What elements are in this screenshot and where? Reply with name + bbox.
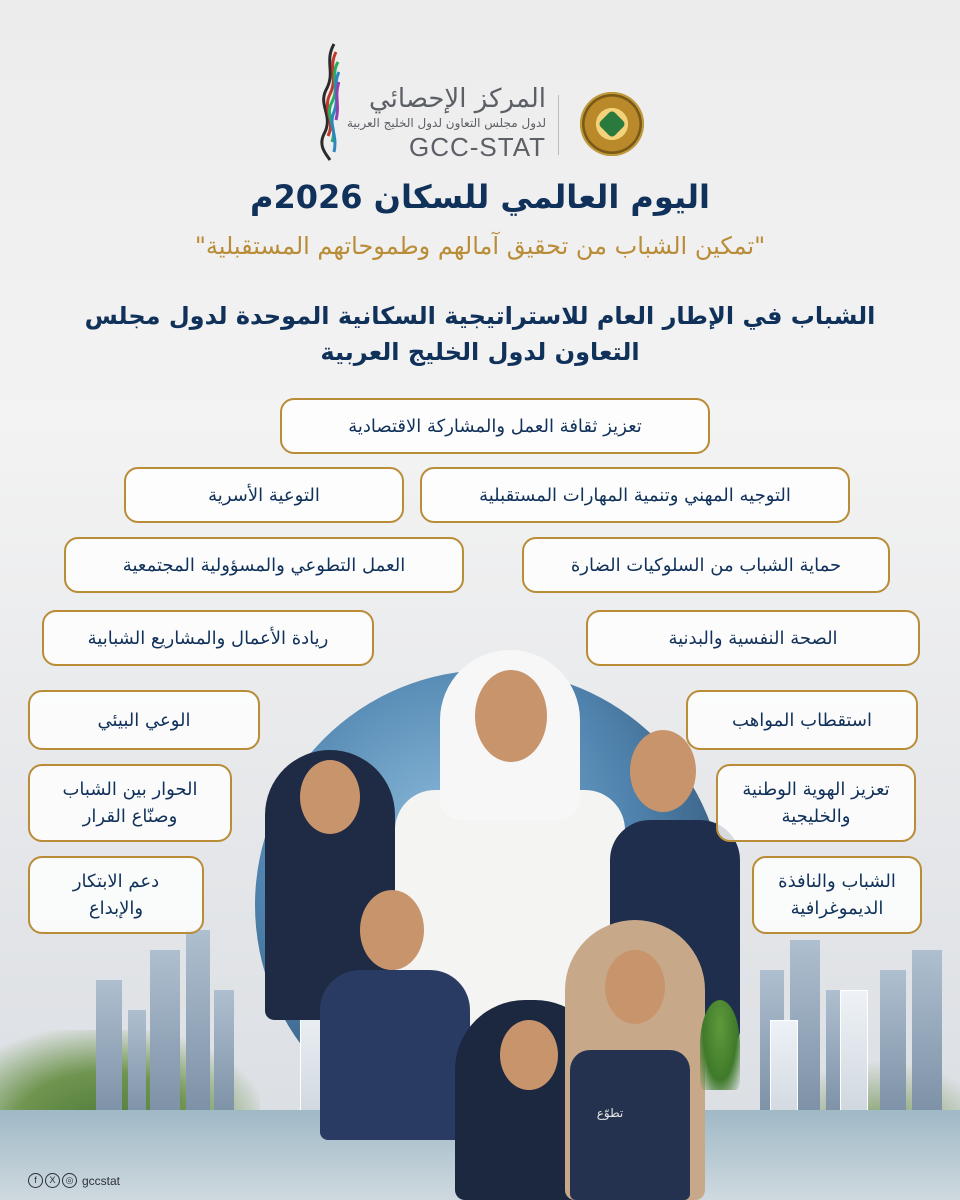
instagram-icon[interactable]: ◎	[62, 1173, 77, 1188]
plant-icon	[700, 1000, 740, 1090]
skyline-building	[150, 950, 180, 1120]
pill-family-awareness: التوعية الأسرية	[124, 467, 404, 523]
person-volunteer	[560, 910, 710, 1200]
skyline-building	[214, 990, 234, 1120]
page-title: اليوم العالمي للسكان 2026م	[250, 178, 710, 216]
pill-work-culture: تعزيز ثقافة العمل والمشاركة الاقتصادية	[280, 398, 710, 454]
pill-career-guidance: التوجيه المهني وتنمية المهارات المستقبلية	[420, 467, 850, 523]
pill-demographic-window: الشباب والنافذة الديموغرافية	[752, 856, 922, 934]
skyline-building	[912, 950, 942, 1120]
gcc-stat-ribbon-logo	[316, 42, 340, 162]
skyline-building	[128, 1010, 146, 1120]
skyline-building	[880, 970, 906, 1120]
pill-volunteer-work: العمل التطوعي والمسؤولية المجتمعية	[64, 537, 464, 593]
pill-mental-physical-health: الصحة النفسية والبدنية	[586, 610, 920, 666]
gcc-emblem-icon	[580, 92, 644, 156]
skyline-building	[96, 980, 122, 1120]
pill-entrepreneurship: ريادة الأعمال والمشاريع الشبابية	[42, 610, 374, 666]
person-man-seated	[320, 890, 470, 1140]
facebook-icon[interactable]: f	[28, 1173, 43, 1188]
header-logos	[300, 40, 660, 170]
logo-arabic-title: المركز الإحصائي	[368, 84, 546, 114]
social-links	[28, 1173, 120, 1188]
logo-arabic-subtitle: لدول مجلس التعاون لدول الخليج العربية	[347, 116, 546, 130]
section-heading: الشباب في الإطار العام للاستراتيجية السكانية الموحدة لدول مجلس التعاون لدول الخليج العربية	[84, 302, 876, 366]
skyline-building	[186, 930, 210, 1120]
pill-talent-attraction: استقطاب المواهب	[686, 690, 918, 750]
pill-youth-dialogue: الحوار بين الشباب وصنّاع القرار	[28, 764, 232, 842]
social-handle: gccstat	[82, 1173, 121, 1188]
logo-divider	[558, 95, 559, 155]
x-twitter-icon[interactable]: X	[45, 1173, 60, 1188]
page-subtitle: "تمكين الشباب من تحقيق آمالهم وطموحاتهم المستقبلية"	[194, 232, 766, 260]
pill-innovation-support: دعم الابتكار والإبداع	[28, 856, 204, 934]
pill-environmental-awareness: الوعي البيئي	[28, 690, 260, 750]
logo-english-title: GCC-STAT	[408, 132, 546, 162]
vest-label: تطوّع	[596, 1106, 624, 1120]
pill-national-identity: تعزيز الهوية الوطنية والخليجية	[716, 764, 916, 842]
pill-youth-protection: حماية الشباب من السلوكيات الضارة	[522, 537, 890, 593]
